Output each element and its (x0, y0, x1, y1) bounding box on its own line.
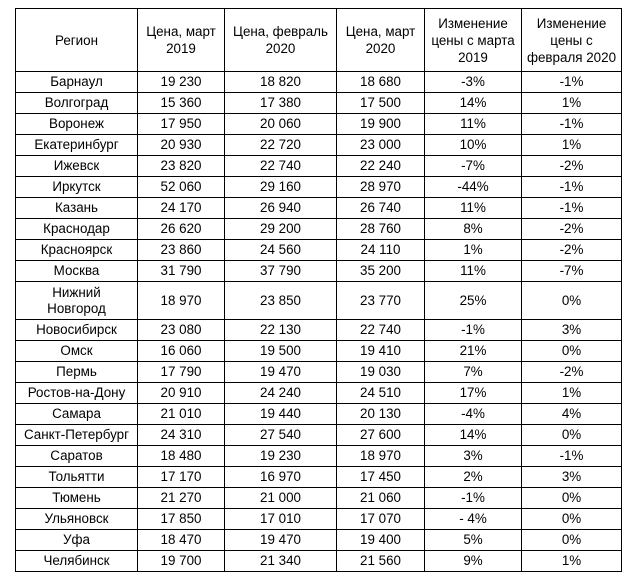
cell-change-year: 10% (425, 135, 522, 156)
cell-change-month: 1% (522, 383, 622, 404)
cell-change-month: 1% (522, 551, 622, 572)
cell-price-feb-2020: 37 790 (225, 261, 337, 282)
cell-price-march-2019: 20 930 (138, 135, 225, 156)
cell-change-month: -1% (522, 198, 622, 219)
cell-change-month: 0% (522, 282, 622, 320)
cell-price-march-2020: 19 900 (337, 114, 425, 135)
cell-price-feb-2020: 24 240 (225, 383, 337, 404)
cell-price-feb-2020: 17 380 (225, 93, 337, 114)
cell-price-feb-2020: 21 340 (225, 551, 337, 572)
cell-price-feb-2020: 23 850 (225, 282, 337, 320)
cell-region: Тольятти (16, 467, 138, 488)
cell-price-march-2019: 24 170 (138, 198, 225, 219)
cell-price-feb-2020: 26 940 (225, 198, 337, 219)
table-row (16, 383, 622, 404)
cell-price-march-2020: 24 510 (337, 383, 425, 404)
cell-price-march-2020: 21 560 (337, 551, 425, 572)
cell-region (16, 282, 138, 320)
cell-price-march-2019: 19 700 (138, 551, 225, 572)
cell-change-month: 0% (522, 530, 622, 551)
cell-change-month: -2% (522, 219, 622, 240)
cell-price-march-2019: 17 170 (138, 467, 225, 488)
cell-change-year: -3% (425, 72, 522, 93)
cell-price-march-2020: 28 970 (337, 177, 425, 198)
cell-change-year: - 4% (425, 509, 522, 530)
cell-price-feb-2020: 27 540 (225, 425, 337, 446)
cell-change-month: 1% (522, 93, 622, 114)
cell-price-march-2019: 17 790 (138, 362, 225, 383)
cell-region: Самара (16, 404, 138, 425)
cell-change-year: 5% (425, 530, 522, 551)
cell-price-march-2019: 52 060 (138, 177, 225, 198)
cell-price-march-2019: 17 950 (138, 114, 225, 135)
cell-price-feb-2020: 19 470 (225, 530, 337, 551)
table-row (16, 530, 622, 551)
cell-region: Пермь (16, 362, 138, 383)
table-row (16, 509, 622, 530)
cell-price-march-2020: 19 030 (337, 362, 425, 383)
cell-region: Ростов-на-Дону (16, 383, 138, 404)
cell-price-march-2019: 21 270 (138, 488, 225, 509)
cell-change-year: 25% (425, 282, 522, 320)
cell-change-year: 8% (425, 219, 522, 240)
cell-region: Воронеж (16, 114, 138, 135)
cell-price-march-2020: 17 500 (337, 93, 425, 114)
table-row (16, 320, 622, 341)
cell-price-march-2019: 21 010 (138, 404, 225, 425)
cell-change-year: 3% (425, 446, 522, 467)
cell-price-march-2019: 18 970 (138, 282, 225, 320)
cell-price-feb-2020: 19 470 (225, 362, 337, 383)
cell-price-feb-2020: 17 010 (225, 509, 337, 530)
table-row (16, 114, 622, 135)
cell-region-text: Нижний Новгород (47, 284, 106, 316)
cell-price-march-2020: 18 680 (337, 72, 425, 93)
table-row (16, 404, 622, 425)
cell-price-march-2020: 21 060 (337, 488, 425, 509)
price-table (15, 8, 622, 572)
cell-region: Омск (16, 341, 138, 362)
cell-price-march-2020: 19 400 (337, 530, 425, 551)
cell-price-march-2020: 18 970 (337, 446, 425, 467)
cell-change-month: 3% (522, 467, 622, 488)
cell-change-year: -7% (425, 156, 522, 177)
cell-change-month: 0% (522, 425, 622, 446)
cell-region: Тюмень (16, 488, 138, 509)
header-price-march-2020: Цена, март 2020 (337, 9, 425, 72)
cell-change-year: 9% (425, 551, 522, 572)
cell-region: Ульяновск (16, 509, 138, 530)
cell-region: Красноярск (16, 240, 138, 261)
cell-price-feb-2020: 16 970 (225, 467, 337, 488)
table-row (16, 93, 622, 114)
cell-region: Санкт-Петербург (16, 425, 138, 446)
cell-price-march-2019: 23 820 (138, 156, 225, 177)
cell-price-march-2020: 35 200 (337, 261, 425, 282)
table-row (16, 488, 622, 509)
table-row (16, 362, 622, 383)
table-row (16, 177, 622, 198)
cell-change-year: 1% (425, 240, 522, 261)
cell-price-march-2019: 17 850 (138, 509, 225, 530)
cell-change-year: -1% (425, 488, 522, 509)
cell-change-month: 0% (522, 509, 622, 530)
cell-price-march-2020: 23 770 (337, 282, 425, 320)
cell-price-march-2019: 23 080 (138, 320, 225, 341)
cell-price-march-2020: 26 740 (337, 198, 425, 219)
table-row (16, 341, 622, 362)
table-row (16, 219, 622, 240)
header-price-march-2019: Цена, март 2019 (138, 9, 225, 72)
table-row (16, 261, 622, 282)
cell-region: Челябинск (16, 551, 138, 572)
cell-region: Краснодар (16, 219, 138, 240)
table-row (16, 425, 622, 446)
cell-price-feb-2020: 22 740 (225, 156, 337, 177)
cell-price-feb-2020: 22 130 (225, 320, 337, 341)
cell-price-feb-2020: 24 560 (225, 240, 337, 261)
cell-price-march-2020: 28 760 (337, 219, 425, 240)
cell-price-march-2019: 15 360 (138, 93, 225, 114)
cell-region: Барнаул (16, 72, 138, 93)
cell-change-month: -2% (522, 240, 622, 261)
cell-change-year: -4% (425, 404, 522, 425)
header-price-feb-2020: Цена, февраль 2020 (225, 9, 337, 72)
cell-price-march-2019: 24 310 (138, 425, 225, 446)
cell-region: Волгоград (16, 93, 138, 114)
cell-price-feb-2020: 29 200 (225, 219, 337, 240)
cell-change-year: 11% (425, 261, 522, 282)
cell-price-feb-2020: 19 440 (225, 404, 337, 425)
cell-change-year: 11% (425, 114, 522, 135)
table-row (16, 156, 622, 177)
cell-price-march-2019: 16 060 (138, 341, 225, 362)
cell-price-march-2019: 31 790 (138, 261, 225, 282)
cell-price-march-2020: 20 130 (337, 404, 425, 425)
table-row (16, 240, 622, 261)
cell-region: Уфа (16, 530, 138, 551)
cell-region: Москва (16, 261, 138, 282)
cell-price-march-2019: 20 910 (138, 383, 225, 404)
cell-change-month: -2% (522, 362, 622, 383)
cell-price-march-2020: 22 240 (337, 156, 425, 177)
cell-price-march-2020: 19 410 (337, 341, 425, 362)
cell-change-month: -1% (522, 446, 622, 467)
cell-change-month: -1% (522, 177, 622, 198)
table-row (16, 135, 622, 156)
cell-price-march-2019: 23 860 (138, 240, 225, 261)
cell-region: Новосибирск (16, 320, 138, 341)
cell-change-month: 0% (522, 341, 622, 362)
cell-change-month: 0% (522, 488, 622, 509)
cell-price-feb-2020: 20 060 (225, 114, 337, 135)
table-row (16, 198, 622, 219)
cell-change-month: -7% (522, 261, 622, 282)
header-row (16, 9, 622, 72)
cell-price-march-2019: 18 470 (138, 530, 225, 551)
cell-change-month: -1% (522, 114, 622, 135)
cell-change-year: 2% (425, 467, 522, 488)
header-change-since-march-2019: Изменение цены с марта 2019 (425, 9, 522, 72)
cell-price-feb-2020: 21 000 (225, 488, 337, 509)
cell-change-month: -2% (522, 156, 622, 177)
cell-price-march-2020: 17 450 (337, 467, 425, 488)
cell-region: Казань (16, 198, 138, 219)
table-row (16, 72, 622, 93)
cell-price-march-2020: 17 070 (337, 509, 425, 530)
cell-region: Иркутск (16, 177, 138, 198)
cell-change-year: 17% (425, 383, 522, 404)
cell-change-year: 14% (425, 425, 522, 446)
table-header (16, 9, 622, 72)
cell-price-march-2019: 26 620 (138, 219, 225, 240)
cell-change-year: 7% (425, 362, 522, 383)
cell-region: Ижевск (16, 156, 138, 177)
cell-price-feb-2020: 19 500 (225, 341, 337, 362)
cell-change-month: 1% (522, 135, 622, 156)
cell-change-year: 21% (425, 341, 522, 362)
cell-change-month: -1% (522, 72, 622, 93)
cell-change-year: 11% (425, 198, 522, 219)
table-row (16, 467, 622, 488)
header-change-since-feb-2020: Изменение цены с февраля 2020 (522, 9, 622, 72)
table-row (16, 551, 622, 572)
cell-change-month: 3% (522, 320, 622, 341)
cell-change-year: -1% (425, 320, 522, 341)
table-row (16, 446, 622, 467)
cell-region: Саратов (16, 446, 138, 467)
cell-price-feb-2020: 22 720 (225, 135, 337, 156)
cell-price-march-2019: 19 230 (138, 72, 225, 93)
cell-price-march-2020: 23 000 (337, 135, 425, 156)
cell-region: Екатеринбург (16, 135, 138, 156)
cell-price-march-2020: 22 740 (337, 320, 425, 341)
cell-price-feb-2020: 19 230 (225, 446, 337, 467)
table-row (16, 282, 622, 320)
cell-price-march-2020: 27 600 (337, 425, 425, 446)
cell-price-march-2020: 24 110 (337, 240, 425, 261)
cell-change-month: 4% (522, 404, 622, 425)
cell-price-feb-2020: 18 820 (225, 72, 337, 93)
cell-change-year: 14% (425, 93, 522, 114)
cell-price-feb-2020: 29 160 (225, 177, 337, 198)
header-region: Регион (16, 9, 138, 72)
cell-change-year: -44% (425, 177, 522, 198)
cell-price-march-2019: 18 480 (138, 446, 225, 467)
table-body (16, 72, 622, 572)
